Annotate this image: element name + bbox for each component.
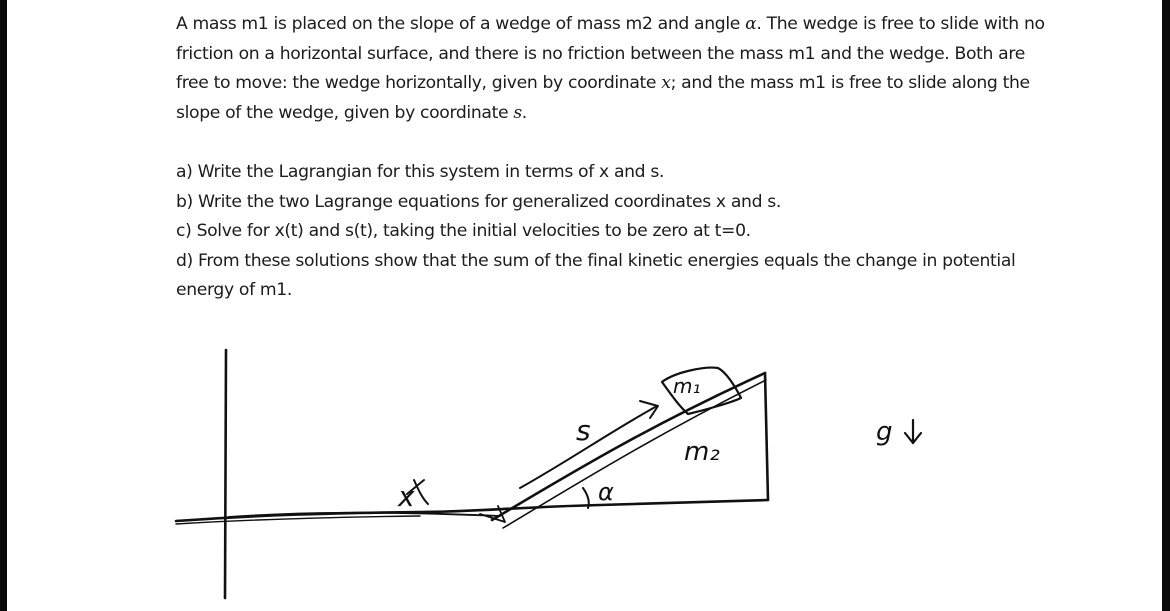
part-d: d) From these solutions show that the sum of the final kinetic energies equals the change in potential energy of m1. (176, 250, 1016, 301)
x-symbol: x (661, 73, 671, 94)
ground-line (176, 500, 768, 521)
part-b: b) Write the two Lagrange equations for generalized coordinates x and s. (176, 191, 781, 212)
part-a: a) Write the Lagrangian for this system in terms of x and s. (176, 161, 665, 182)
s-label: s (576, 414, 591, 447)
x-label: x (398, 480, 415, 513)
alpha-symbol: α (745, 14, 757, 34)
wedge-vertical-side (765, 373, 768, 500)
intro-paragraph: A mass m1 is placed on the slope of a wedge of mass m2 and angle α. The wedge is free to slide with no friction on a horizontal surface, and there is no friction between the mass m1 and the wedge. Both are free to move: the wedge horizontally, given by coordinate x; and the mass m1 is free to slide along the slope of the wedge, given by coordinate s. (176, 14, 1045, 123)
alpha-label: α (598, 478, 614, 506)
g-label: g (876, 417, 893, 447)
s-symbol: s (513, 102, 522, 123)
vertical-axis (225, 350, 226, 598)
m1-label: m₁ (673, 374, 701, 398)
m2-label: m₂ (684, 437, 720, 467)
part-c: c) Solve for x(t) and s(t), taking the initial velocities to be zero at t=0. (176, 221, 751, 242)
wedge-slope (492, 373, 765, 520)
